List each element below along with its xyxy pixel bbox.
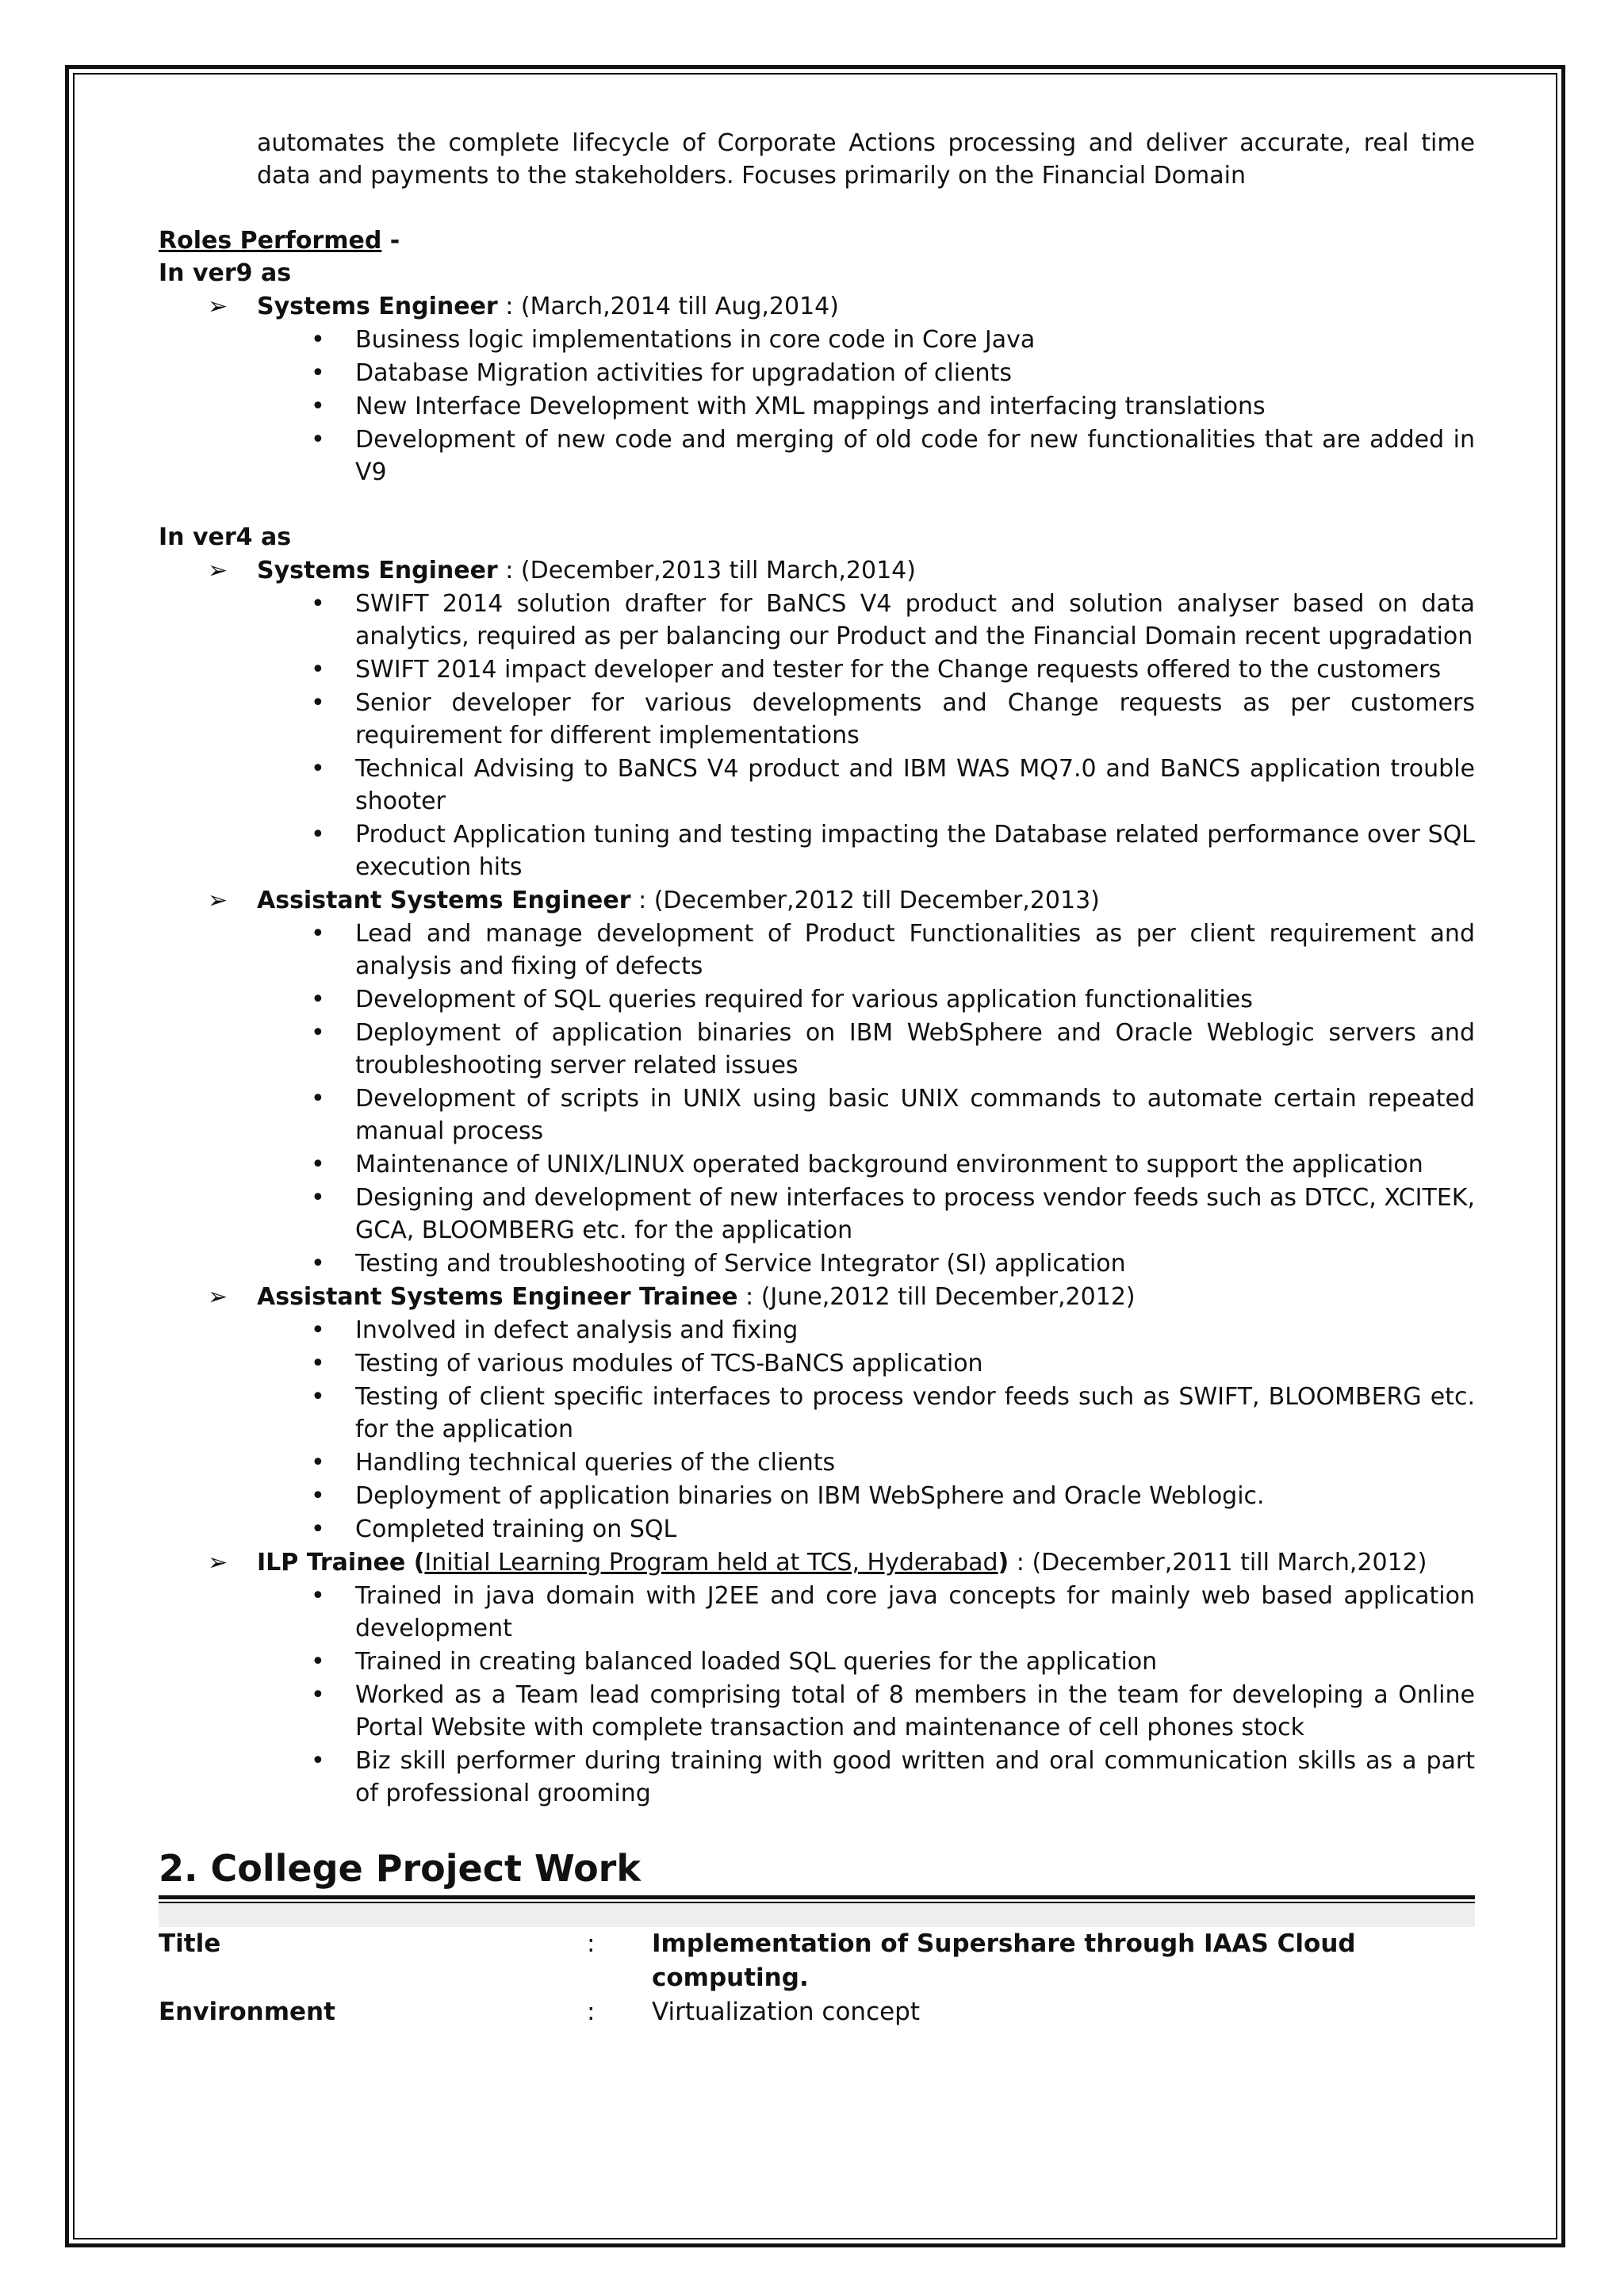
- roles-heading-label: Roles Performed: [159, 227, 382, 255]
- bullet-icon: •: [311, 326, 325, 354]
- duty-item: [311, 1745, 1475, 1810]
- duty-item: [311, 1580, 1475, 1645]
- bullet-icon: •: [311, 1184, 325, 1212]
- field-value: Implementation of Supershare through IAAS Cloud computing.: [652, 1929, 1356, 1992]
- role-title-text: ILP Trainee (: [257, 1549, 425, 1577]
- section-heading: 2. College Project Work: [159, 1847, 641, 1890]
- duty-list: [159, 1314, 1475, 1546]
- duty-text: Product Application tuning and testing impacting the Database related performance over SQL execution hits: [355, 821, 1475, 881]
- bullet-icon: •: [311, 920, 325, 948]
- role-title: Assistant Systems Engineer Trainee: [257, 1283, 738, 1311]
- arrow-bullet-icon: ➢: [208, 1283, 228, 1311]
- duty-item: [311, 1480, 1475, 1512]
- duty-text: Completed training on SQL: [355, 1515, 677, 1543]
- field-colon: :: [587, 1998, 596, 2026]
- duty-text: Testing of various modules of TCS-BaNCS application: [355, 1350, 983, 1377]
- duty-text: Designing and development of new interfaces to process vendor feeds such as DTCC, XCITEK, GCA, BLOOMBERG etc. for the application: [355, 1184, 1475, 1244]
- role-period: : (December,2011 till March,2012): [1009, 1549, 1427, 1577]
- duty-item: [311, 1679, 1475, 1744]
- duty-text: Handling technical queries of the clients: [355, 1449, 836, 1477]
- role-entry: [159, 1546, 1475, 1579]
- bullet-icon: •: [311, 1747, 325, 1775]
- arrow-bullet-icon: ➢: [208, 557, 228, 584]
- resume-content: [159, 127, 1475, 2029]
- duty-text: SWIFT 2014 solution drafter for BaNCS V4 product and solution analyser based on data analytics, required as per balancing our Product and the Financial Domain recent upgradation: [355, 590, 1475, 650]
- duty-item: [311, 818, 1475, 883]
- duty-text: SWIFT 2014 impact developer and tester for the Change requests offered to the customers: [355, 656, 1442, 684]
- duty-text: New Interface Development with XML mappings and interfacing translations: [355, 393, 1266, 420]
- shaded-band: [159, 1903, 1475, 1927]
- role-entry: [159, 554, 1475, 587]
- duty-text: Trained in creating balanced loaded SQL queries for the application: [355, 1648, 1158, 1676]
- duty-text: Testing and troubleshooting of Service Integrator (SI) application: [355, 1250, 1126, 1278]
- bullet-icon: •: [311, 1085, 325, 1113]
- bullet-icon: •: [311, 1648, 325, 1676]
- role-entry: [159, 1281, 1475, 1313]
- role-period: : (June,2012 till December,2012): [737, 1283, 1136, 1311]
- role-title-close: ): [998, 1549, 1009, 1577]
- duty-item: [311, 983, 1475, 1016]
- duty-item: [311, 1347, 1475, 1380]
- project-description: automates the complete lifecycle of Corporate Actions processing and deliver accurate, real time data and payments to the stakeholders. Focuses primarily on the Financial Domain: [257, 129, 1475, 190]
- role-period: : (December,2012 till December,2013): [630, 887, 1100, 914]
- duty-list: [159, 588, 1475, 883]
- bullet-icon: •: [311, 1151, 325, 1178]
- duty-item: [311, 1148, 1475, 1181]
- bullet-icon: •: [311, 821, 325, 849]
- bullet-icon: •: [311, 1582, 325, 1610]
- duty-item: [311, 1314, 1475, 1347]
- field-label: Title: [159, 1929, 221, 1958]
- duty-text: Worked as a Team lead comprising total of 8 members in the team for developing a Online Portal Website with complete transaction and maintenance of cell phones stock: [355, 1681, 1475, 1741]
- duty-item: [311, 390, 1475, 423]
- duty-item: [311, 1017, 1475, 1082]
- version-label: In ver9 as: [159, 259, 292, 287]
- duty-item: [311, 1247, 1475, 1280]
- duty-item: [311, 1182, 1475, 1247]
- bullet-icon: •: [311, 1316, 325, 1344]
- roles-heading: [159, 224, 1475, 257]
- duty-item: [311, 918, 1475, 983]
- duty-list: [159, 918, 1475, 1280]
- roles-heading-suffix: -: [381, 227, 400, 255]
- role-period: : (December,2013 till March,2014): [497, 557, 916, 584]
- bullet-icon: •: [311, 426, 325, 454]
- bullet-icon: •: [311, 1350, 325, 1377]
- bullet-icon: •: [311, 1515, 325, 1543]
- bullet-icon: •: [311, 1250, 325, 1278]
- duty-item: [311, 588, 1475, 653]
- duty-text: Deployment of application binaries on IBM WebSphere and Oracle Weblogic servers and troubleshooting server related issues: [355, 1019, 1475, 1079]
- duty-list: [159, 324, 1475, 489]
- bullet-icon: •: [311, 590, 325, 618]
- duty-item: [311, 1446, 1475, 1479]
- field-value: Virtualization concept: [652, 1998, 921, 2026]
- duty-text: Lead and manage development of Product Functionalities as per client requirement and analysis and fixing of defects: [355, 920, 1475, 980]
- duty-item: [311, 653, 1475, 686]
- role-entry: [159, 884, 1475, 917]
- duty-list: [159, 1580, 1475, 1810]
- duty-item: [311, 324, 1475, 356]
- duty-item: [311, 1513, 1475, 1546]
- duty-text: Trained in java domain with J2EE and core java concepts for mainly web based application development: [355, 1582, 1475, 1642]
- duty-text: Biz skill performer during training with good written and oral communication skills as a part of professional grooming: [355, 1747, 1475, 1807]
- duty-item: [311, 423, 1475, 489]
- role-title: Systems Engineer: [257, 557, 498, 584]
- bullet-icon: •: [311, 1449, 325, 1477]
- role-title: Systems Engineer: [257, 293, 498, 320]
- duty-text: Testing of client specific interfaces to process vendor feeds such as SWIFT, BLOOMBERG etc. for the application: [355, 1383, 1475, 1443]
- bullet-icon: •: [311, 689, 325, 717]
- arrow-bullet-icon: ➢: [208, 293, 228, 320]
- duty-text: Business logic implementations in core code in Core Java: [355, 326, 1036, 354]
- duty-text: Development of new code and merging of old code for new functionalities that are added in V9: [355, 426, 1475, 486]
- role-title: Assistant Systems Engineer: [257, 887, 631, 914]
- duty-item: [311, 1381, 1475, 1446]
- bullet-icon: •: [311, 1019, 325, 1047]
- role-period: : (March,2014 till Aug,2014): [497, 293, 839, 320]
- arrow-bullet-icon: ➢: [208, 887, 228, 914]
- bullet-icon: •: [311, 1681, 325, 1709]
- role-entry: [159, 290, 1475, 323]
- bullet-icon: •: [311, 1482, 325, 1510]
- bullet-icon: •: [311, 755, 325, 783]
- duty-text: Deployment of application binaries on IBM WebSphere and Oracle Weblogic.: [355, 1482, 1265, 1510]
- bullet-icon: •: [311, 359, 325, 387]
- duty-text: Development of SQL queries required for various application functionalities: [355, 986, 1253, 1013]
- role-title: [257, 1549, 1009, 1577]
- duty-item: [311, 753, 1475, 818]
- field-colon: :: [587, 1929, 596, 1958]
- project-row-title: [159, 1927, 1475, 1995]
- duty-item: [311, 1646, 1475, 1678]
- duty-text: Technical Advising to BaNCS V4 product and IBM WAS MQ7.0 and BaNCS application trouble shooter: [355, 755, 1475, 815]
- duty-item: [311, 1082, 1475, 1148]
- arrow-bullet-icon: ➢: [208, 1549, 228, 1577]
- bullet-icon: •: [311, 656, 325, 684]
- duty-text: Development of scripts in UNIX using basic UNIX commands to automate certain repeated manual process: [355, 1085, 1475, 1145]
- heading-rule: [159, 1895, 1475, 1899]
- bullet-icon: •: [311, 986, 325, 1013]
- duty-text: Involved in defect analysis and fixing: [355, 1316, 799, 1344]
- duty-text: Database Migration activities for upgradation of clients: [355, 359, 1012, 387]
- duty-text: Maintenance of UNIX/LINUX operated background environment to support the application: [355, 1151, 1423, 1178]
- duty-text: Senior developer for various developments and Change requests as per customers requirement for different implementations: [355, 689, 1475, 749]
- version-label: In ver4 as: [159, 523, 292, 551]
- field-label: Environment: [159, 1998, 335, 2026]
- project-row-environment: [159, 1995, 1475, 2029]
- bullet-icon: •: [311, 393, 325, 420]
- duty-item: [311, 687, 1475, 752]
- ilp-program-name: Initial Learning Program held at TCS, Hyderabad: [424, 1549, 998, 1577]
- duty-item: [311, 357, 1475, 389]
- bullet-icon: •: [311, 1383, 325, 1411]
